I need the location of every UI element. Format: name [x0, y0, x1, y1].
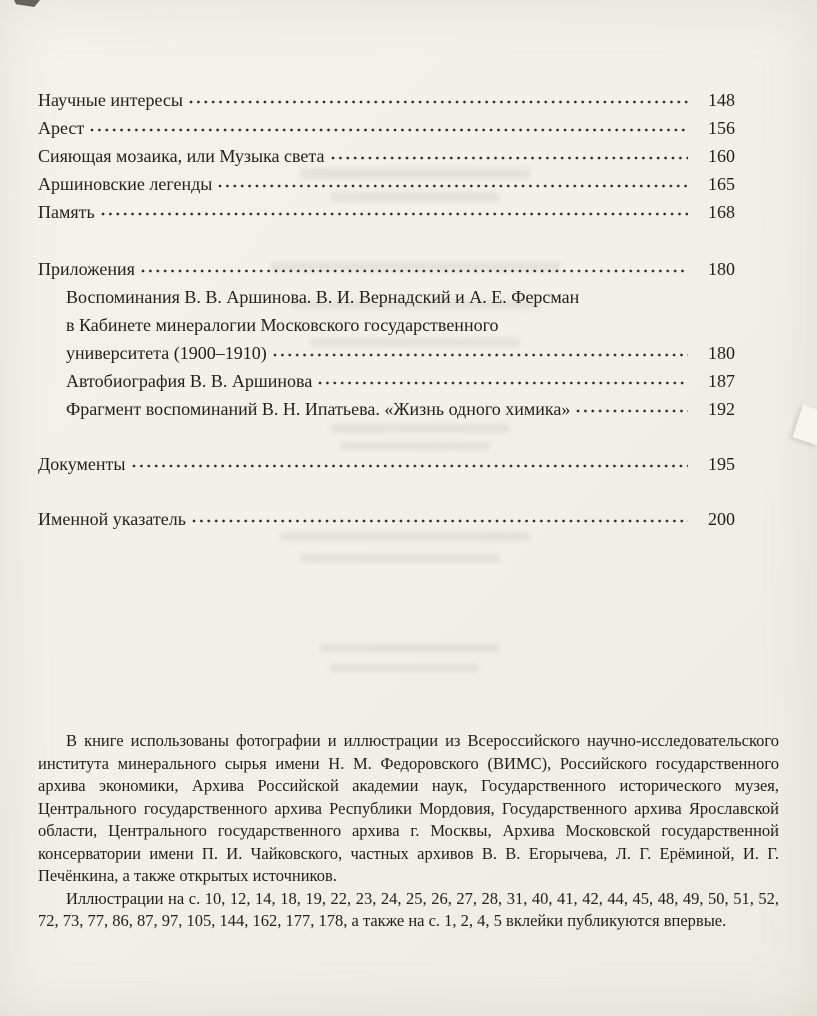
toc-subentry-lastline	[66, 339, 735, 367]
toc-dot-leader	[273, 353, 688, 357]
toc-page-number: 192	[708, 399, 735, 419]
toc-subentry-lastline	[66, 367, 735, 395]
toc-subentry-text: в Кабинете минералогии Московского государственного	[66, 315, 499, 335]
toc-page-number: 156	[708, 118, 735, 138]
toc-subentry-text: Воспоминания В. В. Аршинова. В. И. Вернадский и А. Е. Ферсман	[66, 287, 580, 307]
toc-entry-title: Автобиография В. В. Аршинова	[66, 371, 313, 391]
toc-dot-leader	[331, 156, 689, 160]
toc-entry	[38, 198, 735, 226]
toc-page-number: 200	[708, 509, 735, 529]
toc-entry-title: Сияющая мозаика, или Музыка света	[38, 146, 325, 166]
toc-entry-title: Память	[38, 202, 95, 222]
toc-page-number: 165	[708, 174, 735, 194]
toc-page-number: 168	[708, 202, 735, 222]
toc-entry-name-index	[38, 505, 735, 533]
toc-dot-leader	[576, 409, 688, 413]
toc-page-number: 180	[708, 259, 735, 279]
toc-section-gap	[38, 478, 735, 505]
toc-subentry	[38, 395, 735, 423]
toc-entry-appendix	[38, 255, 735, 283]
credits-paragraph: В книге использованы фотографии и иллюстрации из Всероссийского научно-исследовательского института минерального сырья имени Н. М. Федоровского (ВИМС), Российского государственного архива экономики, Архива Российской академии наук, Государственного исторического музея, Центрального государственного архива Республики Мордовия, Государственного архива Ярославской области, Центрального государственного архива г. Москвы, Архива Московской государственной консерватории имени П. И. Чайковского, частных архивов В. В. Егорычева, Л. Г. Ерёминой, И. Г. Печёнкина, а также открытых источников.	[38, 731, 779, 885]
illustration-credits	[38, 730, 779, 933]
toc-dot-leader	[189, 100, 688, 104]
toc-entry	[38, 114, 735, 142]
toc-entry-title: Фрагмент воспоминаний В. Н. Ипатьева. «Жизнь одного химика»	[66, 399, 571, 419]
toc-page-number: 195	[708, 454, 735, 474]
toc-dot-leader	[90, 128, 688, 132]
toc-dot-leader	[318, 381, 688, 385]
toc-entry	[38, 86, 735, 114]
page-crease	[792, 405, 817, 445]
toc-subentry	[38, 283, 735, 367]
toc-dot-leader	[192, 519, 688, 523]
toc-entry-documents	[38, 450, 735, 478]
toc-page-number: 187	[708, 371, 735, 391]
toc-section-gap	[38, 423, 735, 450]
toc-entry-title: Аршиновские легенды	[38, 174, 213, 194]
showthrough-smudge	[330, 664, 480, 672]
toc-page-number: 148	[708, 90, 735, 110]
toc-entry-title: Научные интересы	[38, 90, 183, 110]
toc-entry-title: Документы	[38, 454, 126, 474]
toc-page-number: 180	[708, 343, 735, 363]
toc-page-number: 160	[708, 146, 735, 166]
toc-entry	[38, 142, 735, 170]
toc-section-gap	[38, 226, 735, 255]
toc-entry-title: Именной указатель	[38, 509, 186, 529]
toc-dot-leader	[101, 212, 688, 216]
toc-subentry	[38, 367, 735, 395]
toc-dot-leader	[141, 269, 688, 273]
toc-entry	[38, 170, 735, 198]
toc-entry-title: Арест	[38, 118, 85, 138]
table-of-contents	[38, 86, 735, 533]
showthrough-smudge	[320, 644, 500, 652]
toc-subentry-lastline	[66, 395, 735, 423]
toc-dot-leader	[132, 464, 688, 468]
showthrough-smudge	[300, 554, 500, 563]
toc-dot-leader	[218, 184, 688, 188]
first-publication-paragraph: Иллюстрации на с. 10, 12, 14, 18, 19, 22, 23, 24, 25, 26, 27, 28, 31, 40, 41, 42, 44, 45, 48, 49, 50, 51, 52, 72, 73, 77, 86, 87, 97, 105, 144, 162, 177, 178, а также на с. 1, 2, 4, 5 вклейки публикуются впервые.	[38, 888, 779, 930]
toc-entry-title: Приложения	[38, 259, 135, 279]
page-corner-mark	[14, 0, 40, 7]
showthrough-smudge	[280, 532, 530, 541]
toc-entry-title: университета (1900–1910)	[66, 343, 267, 363]
